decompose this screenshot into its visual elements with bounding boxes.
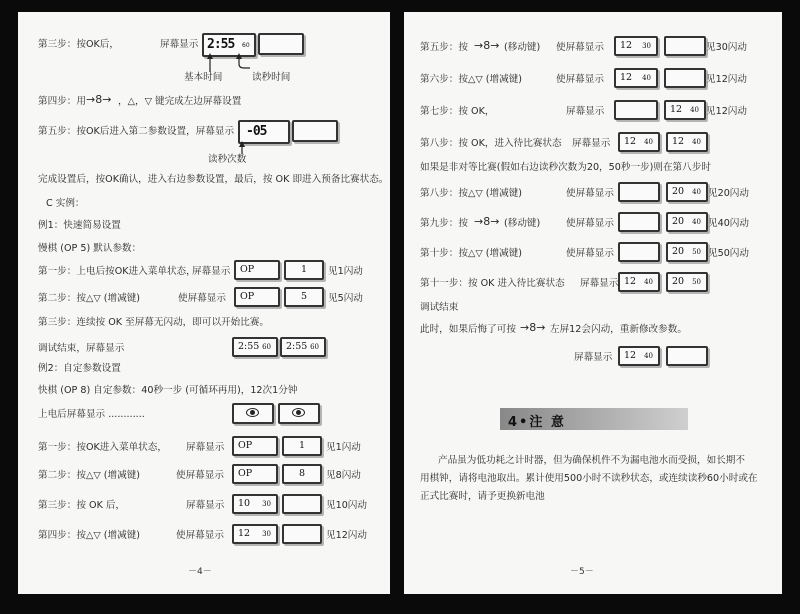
r2-step9-text-b: (移动键) [504,218,541,229]
ex2-step4-note: 见12闪动 [326,530,367,541]
r2-step8-note: 见20闪动 [708,188,749,199]
notice-line1: 产品虽为低功耗之计时器，但为确保机件不为漏电池水而受损，如长期不 [438,455,745,466]
final-lcd-right [666,346,708,366]
ex2-step1-text: 第一步：按OK进入菜单状态， [38,442,167,453]
notice-line3: 正式比赛时，请予更换新电池 [420,491,545,502]
ex1-step1-lcd-left [234,260,280,280]
ex2-step2-text: 第二步：按△▽ (增减键) [38,470,141,481]
r2-step8-lcd-right [666,182,708,202]
r2-step10-text: 第十步：按△▽ (增减键) [420,248,523,259]
lcd-value: 12 [624,136,637,147]
r-step8-lcd-left [618,132,660,152]
move-key-icon: →8→ [474,215,500,228]
ex2-step3-screen: 屏幕显示 [186,500,225,511]
example1-slow: 慢棋 (OP 5) 默认参数： [38,243,142,254]
annotation-base-time: 基本时间 [184,72,223,83]
section-c-title: C 实例： [46,198,85,209]
ex2-step2-screen: 使屏幕显示 [176,470,224,481]
lcd-sub-value: 40 [692,218,701,226]
r2-step9-screen: 使屏幕显示 [566,218,614,229]
ex1-step1-note: 见1闪动 [328,266,363,277]
lcd-sub-value: 60 [310,343,319,351]
ex1-step1-lcd-right [284,260,324,280]
step5-text: 第五步：按OK后进入第二参数设置，屏幕显示 [38,126,235,137]
lcd-value: 12 [624,276,637,287]
r-step6-lcd-right [664,68,706,88]
ex1-step2-screen: 使屏幕显示 [178,293,226,304]
step3-lcd-main: 2:55 [207,37,235,52]
step5-lcd-value: -05 [246,124,267,139]
final-lcd-left [618,346,660,366]
r2-step9-note: 见40闪动 [708,218,749,229]
move-key-icon: →8→ [474,39,500,52]
example1-title: 例1：快速简易设置 [38,220,121,231]
ex2-step3-lcd-left [232,494,278,514]
r2-step9-lcd-left [618,212,660,232]
lcd-sub-value: 50 [692,248,701,256]
annotation-read-time: 读秒时间 [252,72,291,83]
lcd-value: 12 [620,40,633,51]
lcd-sub-value: 40 [644,278,653,286]
ex2-step4-text: 第四步：按△▽ (增减键) [38,530,141,541]
r2-step11-lcd-right [666,272,708,292]
ex2-step1-lcd-left [232,436,278,456]
r-step5-screen: 使屏幕显示 [556,42,604,53]
r-step6-text: 第六步：按△▽ (增减键) [420,74,523,85]
move-key-icon: →8→ [86,93,112,106]
nonsym-text: 如果是非对等比赛(假如右边读秒次数为20，50秒一步)则在第八步时 [420,162,711,173]
ex2-step4-lcd-right [282,524,322,544]
lcd-value: OP [240,264,255,275]
lcd-sub-value: 30 [642,42,651,50]
r-step7-lcd-right [664,100,706,120]
r-step8-lcd-right [666,132,708,152]
r2-step8-screen: 使屏幕显示 [566,188,614,199]
notice-line2: 用棋钟，请将电池取出。累计使用500小时不读秒状态，或连续读秒60小时或在 [420,473,758,484]
r2-step10-lcd-right [666,242,708,262]
lcd-value: 20 [672,246,685,257]
right-page [404,12,782,594]
step3-lcd-small: 60 [242,42,250,49]
ex1-end-lcd-right [280,337,326,357]
lcd-value: 12 [238,528,251,539]
r-step5-text-b: (移动键) [504,42,541,53]
ex1-step1-text: 第一步：上电后按OK进入菜单状态， [38,266,196,277]
lcd-value: 1 [300,264,308,275]
final-screen-label: 屏幕显示 [574,352,613,363]
section4-title: 4•注 意 [508,415,566,430]
lcd-sub-value: 30 [262,500,271,508]
lcd-value: OP [240,291,255,302]
power-lcd-left [232,403,274,424]
ex2-step2-lcd-left [232,464,278,484]
r-step7-screen: 屏幕显示 [566,106,605,117]
r2-step9-text: 第九步：按 [420,218,468,229]
ex1-end-text: 调试结束，屏幕显示 [38,343,125,354]
ex1-step3-text: 第三步：连续按 OK 至屏幕无闪动，即可以开始比赛。 [38,317,270,328]
lcd-sub-value: 50 [692,278,701,286]
r-step5-text: 第五步：按 [420,42,468,53]
ex1-step1-screen: 屏幕显示 [192,266,231,277]
ex1-step2-lcd-right [284,287,324,307]
eye-icon [246,408,259,417]
r2-step11-text: 第十一步：按 OK 进入待比赛状态 [420,278,565,289]
ex1-end-lcd-left [232,337,278,357]
lcd-sub-value: 30 [262,530,271,538]
r2-step11-screen: 屏幕显示 [580,278,619,289]
lcd-value: 20 [672,216,685,227]
lcd-value: 10 [238,498,251,509]
step4-text-b: ，△，▽ 键完成左边屏幕设置 [118,96,242,107]
ex2-step3-lcd-right [282,494,322,514]
lcd-sub-value: 40 [692,138,701,146]
lcd-value: 2:55 [286,341,308,352]
page-number-left: －4－ [188,567,212,577]
ex2-step2-lcd-right [282,464,322,484]
r-step5-lcd-right [664,36,706,56]
example2-power: 上电后屏幕显示 ............ [38,409,145,420]
r2-step10-lcd-left [618,242,660,262]
left-page [18,12,390,594]
section4-banner [500,408,688,430]
lcd-sub-value: 60 [262,343,271,351]
lcd-sub-value: 40 [644,352,653,360]
r-step5-note: 见30闪动 [706,42,747,53]
r-step6-note: 见12闪动 [706,74,747,85]
lcd-sub-value: 40 [642,74,651,82]
step4-text: 第四步：用 [38,96,86,107]
r2-step11-lcd-left [618,272,660,292]
power-lcd-right [278,403,320,424]
lcd-value: 5 [300,291,308,302]
ex1-step2-note: 见5闪动 [328,293,363,304]
r-step8-screen: 屏幕显示 [572,138,611,149]
ex2-step1-note: 见1闪动 [326,442,361,453]
r-step8-text: 第八步：按 OK，进入待比赛状态 [420,138,562,149]
r-step6-screen: 使屏幕显示 [556,74,604,85]
lcd-value: 12 [670,104,683,115]
r-step7-lcd-left [614,100,658,120]
ex1-step2-lcd-left [234,287,280,307]
lcd-value: 1 [298,440,306,451]
r2-step8-lcd-left [618,182,660,202]
regret-text: 此时，如果后悔了可按 [420,324,516,335]
lcd-sub-value: 40 [644,138,653,146]
ex2-step4-screen: 使屏幕显示 [176,530,224,541]
lcd-value: 12 [624,350,637,361]
ex2-step1-lcd-right [282,436,322,456]
lcd-sub-value: 40 [690,106,699,114]
ex2-step3-text: 第三步：按 OK 后， [38,500,126,511]
r-step7-note: 见12闪动 [706,106,747,117]
annotation-read-count: 读秒次数 [208,154,247,165]
ex2-step1-screen: 屏幕显示 [186,442,225,453]
r2-step10-screen: 使屏幕显示 [566,248,614,259]
lcd-sub-value: 40 [692,188,701,196]
r2-step10-note: 见50闪动 [708,248,749,259]
lcd-value: 12 [672,136,685,147]
r-step6-lcd-left [614,68,658,88]
lcd-value: OP [238,440,253,451]
r2-step8-text: 第八步：按△▽ (增减键) [420,188,523,199]
r-step5-lcd-left [614,36,658,56]
regret-text-b: 左屏12会闪动，重新修改参数。 [550,324,687,335]
lcd-value: 2:55 [238,341,260,352]
step5-lcd-right [292,120,338,142]
ex2-step4-lcd-left [232,524,278,544]
lcd-value: 12 [620,72,633,83]
step3-screen-label: 屏幕显示 [160,39,199,50]
ex2-step2-note: 见8闪动 [326,470,361,481]
eye-icon [292,408,305,417]
step3-lcd-right [258,33,304,55]
lcd-value: 20 [672,186,685,197]
r-step7-text: 第七步：按 OK， [420,106,495,117]
ex1-step2-text: 第二步：按△▽ (增减键) [38,293,141,304]
example2-title: 例2：自定参数设置 [38,363,121,374]
example2-fast: 快棋 (OP 8) 自定参数：40秒一步 (可循环再用)，12次1分钟 [38,385,298,396]
step3-text: 第三步：按OK后， [38,39,119,50]
lcd-value: 8 [298,468,306,479]
lcd-value: OP [238,468,253,479]
lcd-value: 20 [672,276,685,287]
r2-step9-lcd-right [666,212,708,232]
debug-end: 调试结束 [420,302,459,313]
ex2-step3-note: 见10闪动 [326,500,367,511]
move-key-icon: →8→ [520,321,546,334]
page-number-right: －5－ [570,567,594,577]
done-text: 完成设置后，按OK确认，进入右边参数设置，最后，按 OK 即进入预备比赛状态。 [38,174,389,185]
